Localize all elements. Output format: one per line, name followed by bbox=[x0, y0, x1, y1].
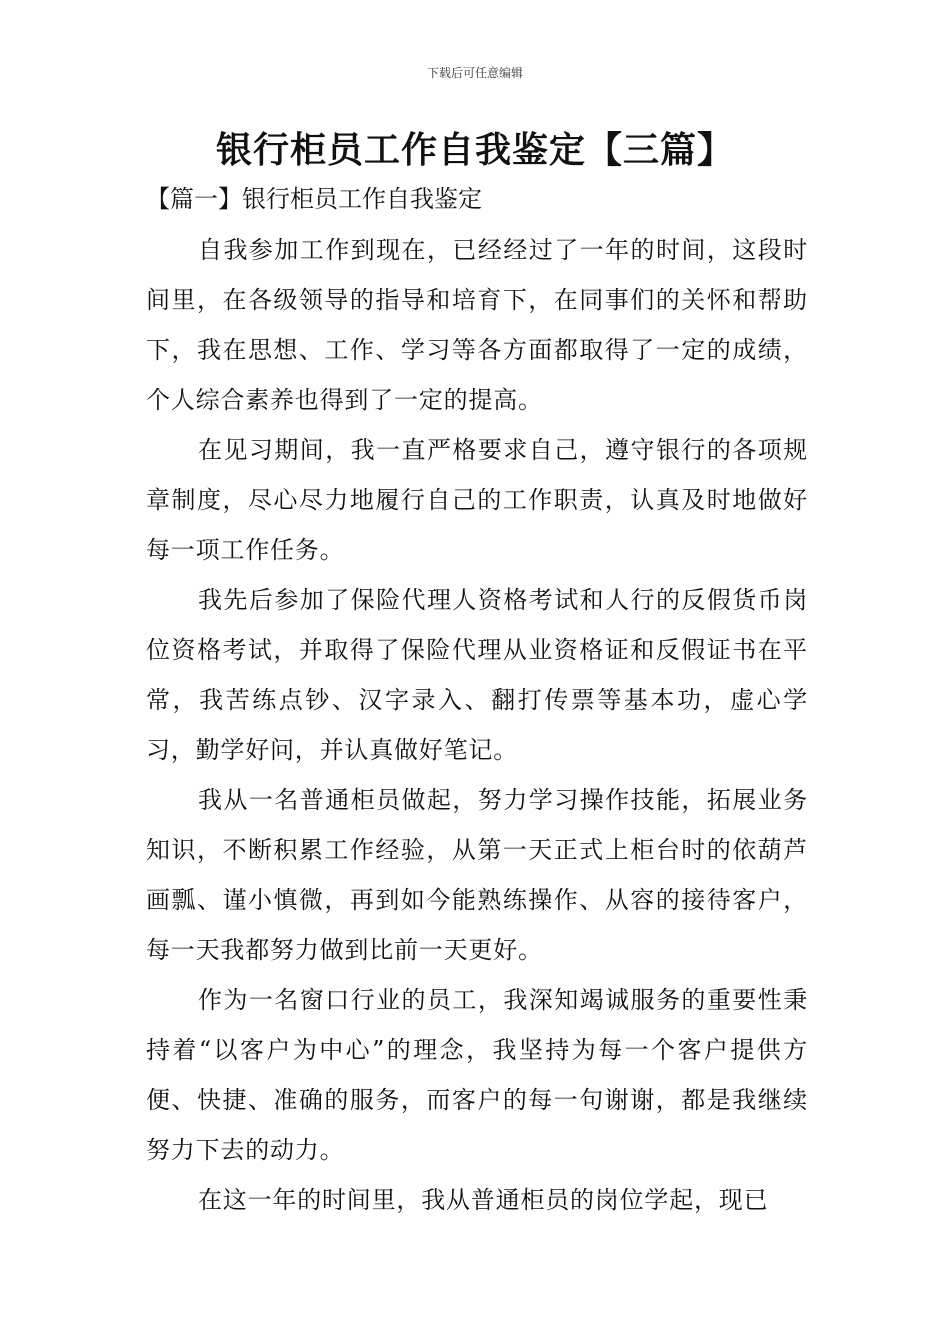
header-note: 下载后可任意编辑 bbox=[426, 66, 523, 80]
paragraph: 自我参加工作到现在，已经经过了一年的时间，这段时间里，在各级领导的指导和培育下，在同事们的关怀和帮助下，我在思想、工作、学习等各方面都取得了一定的成绩，个人综合素养也得到了一定的提高。 bbox=[146, 236, 808, 414]
paragraph: 在这一年的时间里，我从普通柜员的岗位学起，现已 bbox=[198, 1186, 769, 1214]
paragraph: 我先后参加了保险代理人资格考试和人行的反假货币岗位资格考试，并取得了保险代理从业资格证和反假证书在平常，我苦练点钞、汉字录入、翻打传票等基本功，虚心学习，勤学好问，并认真做好笔记。 bbox=[146, 586, 808, 764]
section-heading: 【篇一】银行柜员工作自我鉴定 bbox=[146, 185, 482, 213]
body-text bbox=[146, 225, 808, 1225]
paragraph: 我从一名普通柜员做起，努力学习操作技能，拓展业务知识，不断积累工作经验，从第一天正式上柜台时的依葫芦画瓢、谨小慎微，再到如今能熟练操作、从容的接待客户，每一天我都努力做到比前一天更好。 bbox=[146, 786, 808, 964]
document-title: 银行柜员工作自我鉴定【三篇】 bbox=[215, 129, 734, 171]
paragraph: 作为一名窗口行业的员工，我深知竭诚服务的重要性秉持着“以客户为中心”的理念，我坚持为每一个客户提供方便、快捷、准确的服务，而客户的每一句谢谢，都是我继续努力下去的动力。 bbox=[146, 986, 808, 1164]
paragraph: 在见习期间，我一直严格要求自己，遵守银行的各项规章制度，尽心尽力地履行自己的工作职责，认真及时地做好每一项工作任务。 bbox=[146, 436, 808, 564]
